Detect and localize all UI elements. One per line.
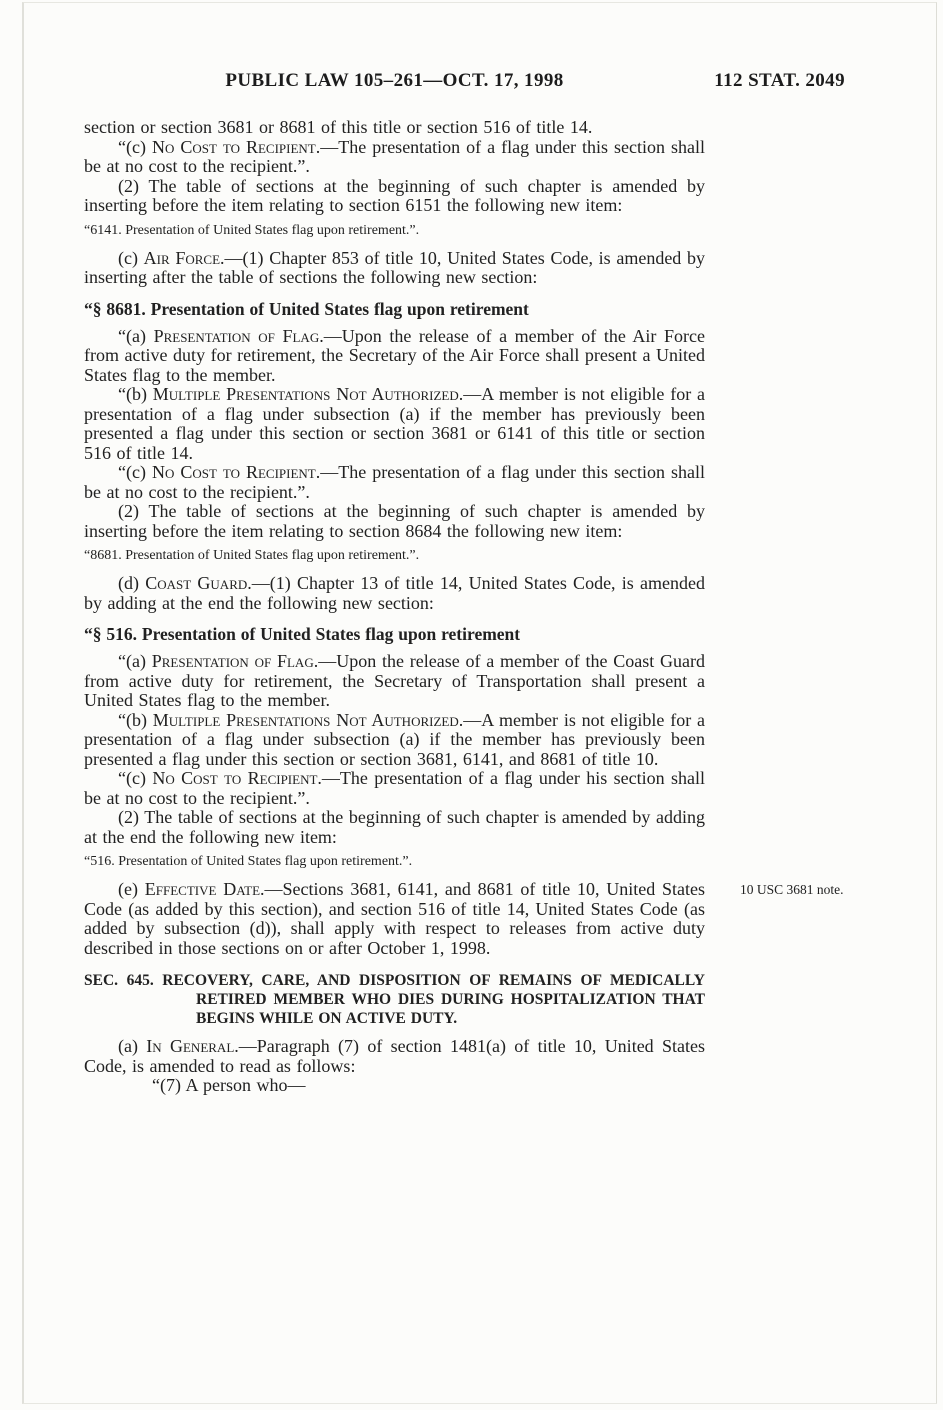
text-segment: (2) The table of sections at the beginning of such chapter is amended by inserting before the item relating to section 8684 the following new item:: [84, 501, 705, 541]
text-segment: .—The presentation of a flag under this section shall be at no cost to the recipient.”.: [84, 136, 705, 176]
text-segment: (c): [118, 247, 144, 268]
text-segment: “(a): [118, 325, 154, 346]
text-segment: “§ 516. Presentation of United States flag upon retirement: [84, 624, 521, 644]
text-segment: (2) The table of sections at the beginning of such chapter is amended by adding at the end the following new item:: [84, 807, 705, 847]
multiple-presentations-paragraph-8681: [84, 385, 705, 463]
text-segment: No Cost to Recipient: [151, 136, 316, 157]
text-segment: .—Sections 3681, 6141, and 8681 of title 10, United States Code (as added by this section), and section 516 of title 14, United States Code (as added by subsection (d)), shall apply with respect to releases from active duty described in those sections on or after October 1, 1998.: [84, 879, 705, 958]
body-text: [84, 117, 844, 1096]
text-segment: “6141. Presentation of United States flag upon retirement.”.: [84, 222, 420, 238]
text-segment: “(c): [118, 768, 153, 788]
text-segment: .—A member is not eligible for a presentation of a flag under subsection (a) if the member has previously been presented a flag under this section or section 3681, 6141, and 8681 of title 10.: [84, 709, 705, 769]
text-segment: “(c): [118, 136, 152, 157]
text-segment: Coast Guard: [145, 573, 248, 593]
text-segment: .—A member is not eligible for a presentation of a flag under subsection (a) if the member has previously been presented a flag under this section or section 3681 or 6141 of this title or section 516 of title 14.: [84, 384, 705, 463]
table-item-8681: [84, 548, 705, 564]
sec-645-heading: [84, 971, 705, 1028]
air-force-subsection-paragraph: [84, 249, 705, 288]
margin-note-10-usc-3681: 10 USC 3681 note.: [740, 882, 844, 897]
statute-heading-516: [84, 624, 705, 644]
text-segment: No Cost to Recipient: [151, 462, 316, 482]
table-item-6141: [84, 223, 705, 239]
text-segment: No Cost to Recipient: [152, 768, 318, 788]
table-item-516: [84, 854, 705, 870]
text-segment: (e): [118, 879, 145, 899]
text-segment: Air Force: [143, 247, 221, 268]
no-cost-to-recipient-paragraph-6141: [84, 138, 705, 177]
text-segment: SEC. 645. RECOVERY, CARE, AND DISPOSITION OF REMAINS OF MEDICALLY RETIRED MEMBER WHO DIES DURING HOSPITALIZATION THAT BEGINS WHILE ON ACTIVE DUTY.: [84, 972, 705, 1027]
in-general-paragraph: [84, 1037, 705, 1076]
text-segment: (d): [118, 573, 146, 593]
table-amendment-paragraph-8684: [84, 502, 705, 541]
text-segment: Effective Date: [144, 879, 261, 899]
text-segment: “(7) A person who—: [152, 1075, 306, 1095]
stat-page-number: 112 STAT. 2049: [714, 70, 845, 91]
page-content: [84, 70, 845, 1096]
law-title: PUBLIC LAW 105–261—OCT. 17, 1998: [225, 70, 564, 91]
text-segment: section or section 3681 or 8681 of this title or section 516 of title 14.: [84, 117, 593, 137]
text-segment: “(a): [118, 651, 152, 671]
text-segment: “8681. Presentation of United States flag upon retirement.”.: [84, 548, 420, 563]
text-segment: Multiple Presentations Not Authorized: [152, 384, 459, 404]
no-cost-to-recipient-paragraph-516: [84, 769, 705, 808]
text-segment: Presentation of Flag: [153, 325, 320, 346]
text-segment: .—The presentation of a flag under this section shall be at no cost to the recipient.”.: [84, 462, 705, 502]
text-segment: .—The presentation of a flag under his section shall be at no cost to the recipient.”.: [84, 768, 705, 808]
page-header: [84, 70, 845, 92]
coast-guard-subsection-paragraph: [84, 574, 705, 613]
table-amendment-paragraph-6151: [84, 177, 705, 216]
text-segment: .—Upon the release of a member of the Coast Guard from active duty for retirement, the Secretary of Transportation shall present a United States flag to the member.: [84, 651, 706, 710]
multiple-presentations-paragraph-516: [84, 711, 705, 770]
person-who-paragraph: [84, 1076, 705, 1096]
text-segment: “(b): [118, 709, 153, 730]
no-cost-to-recipient-paragraph-8681: [84, 463, 705, 502]
text-segment: .—(1) Chapter 853 of title 10, United States Code, is amended by inserting after the table of sections the following new section:: [84, 247, 705, 287]
text-segment: “(c): [118, 462, 152, 482]
text-segment: .—Paragraph (7) of section 1481(a) of title 10, United States Code, is amended to read as follows:: [84, 1036, 705, 1076]
table-amendment-paragraph-516: [84, 808, 705, 847]
text-segment: .—Upon the release of a member of the Air Force from active duty for retirement, the Secretary of the Air Force shall present a United States flag to the member.: [84, 325, 706, 385]
text-segment: Multiple Presentations Not Authorized: [152, 709, 459, 730]
text-segment: (a): [118, 1036, 147, 1056]
text-segment: Presentation of Flag: [151, 651, 314, 671]
statute-heading-8681: [84, 299, 705, 319]
text-segment: “(b): [118, 384, 153, 404]
text-segment: .—(1) Chapter 13 of title 14, United States Code, is amended by adding at the end the following new section:: [84, 573, 705, 613]
text-segment: In General: [146, 1036, 235, 1056]
text-segment: (2) The table of sections at the beginning of such chapter is amended by inserting before the item relating to section 6151 the following new item:: [84, 175, 705, 215]
text-segment: “§ 8681. Presentation of United States flag upon retirement: [84, 298, 529, 319]
continuation-paragraph: [84, 118, 705, 138]
effective-date-paragraph: [84, 879, 844, 958]
presentation-of-flag-paragraph-516: [84, 652, 705, 711]
presentation-of-flag-paragraph-8681: [84, 327, 705, 386]
text-segment: “516. Presentation of United States flag upon retirement.”.: [84, 854, 413, 869]
